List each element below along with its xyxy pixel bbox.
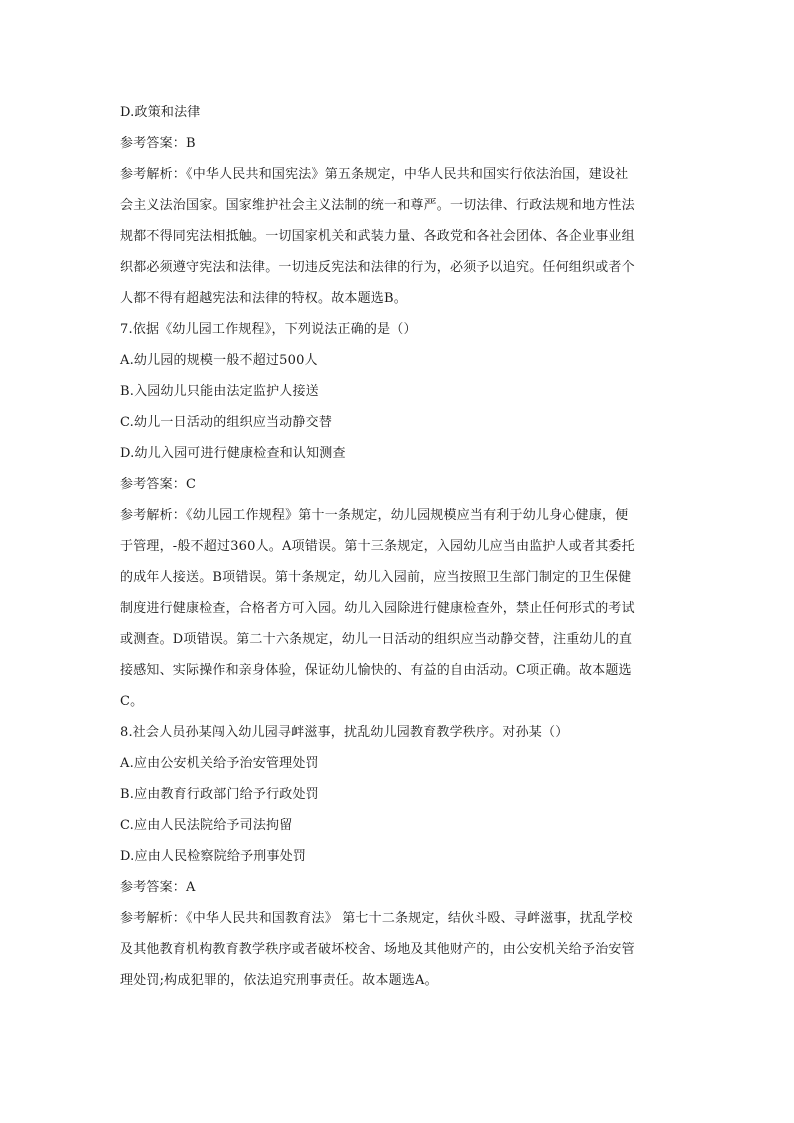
q7-analysis-line: 制度进行健康检查，合格者方可入园。幼儿入园除进行健康检查外，禁止任何形式的考试 [120, 601, 635, 616]
q8-option-a: A.应由公安机关给予治安管理处罚 [120, 756, 319, 771]
q7-question: 7.依据《幼儿园工作规程》，下列说法正确的是（） [120, 322, 417, 337]
q7-option-b: B.入园幼儿只能由法定监护人接送 [120, 384, 319, 399]
q8-option-b: B.应由教育行政部门给予行政处罚 [120, 787, 319, 802]
q8-analysis [120, 903, 680, 996]
q8-analysis-line: 参考解析：《中华人民共和国教育法》 第七十二条规定，结伙斗殴、寻衅滋事，扰乱学校 [120, 911, 633, 926]
q8-option-d: D.应由人民检察院给予刑事处罚 [120, 849, 307, 864]
q7-answer: 参考答案：C [120, 477, 197, 492]
q7-option-c: C.幼儿一日活动的组织应当动静交替 [120, 415, 333, 430]
q6-analysis [120, 159, 680, 314]
q7-analysis-line: C。 [120, 694, 144, 709]
q8-analysis-line: 理处罚;构成犯罪的，依法追究刑事责任。故本题选A。 [120, 973, 438, 988]
q8-analysis-line: 及其他教育机构教育教学秩序或者破坏校舍、场地及其他财产的，由公安机关给予治安管 [120, 942, 635, 957]
q6-answer: 参考答案：B [120, 136, 196, 151]
q7-analysis-line: 的成年人接送。B项错误。第十条规定，幼儿入园前，应当按照卫生部门制定的卫生保健 [120, 570, 632, 585]
q7-analysis-line: 参考解析：《幼儿园工作规程》第十一条规定，幼儿园规模应当有利于幼儿身心健康，便 [120, 508, 629, 523]
document-page [120, 97, 680, 996]
q6-analysis-line: 会主义法治国家。国家维护社会主义法制的统一和尊严。一切法律、行政法规和地方性法 [120, 198, 635, 213]
q6-analysis-line: 人都不得有超越宪法和法律的特权。故本题选B。 [120, 291, 407, 306]
q7-analysis [120, 500, 680, 717]
q6-option-d: D.政策和法律 [120, 105, 201, 120]
q7-analysis-line: 或测查。D项错误。第二十六条规定，幼儿一日活动的组织应当动静交替，注重幼儿的直 [120, 632, 633, 647]
q7-analysis-line: 接感知、实际操作和亲身体验，保证幼儿愉快的、有益的自由活动。C项正确。故本题选 [120, 663, 632, 678]
q7-option-d: D.幼儿入园可进行健康检查和认知测查 [120, 446, 346, 461]
q8-question: 8.社会人员孙某闯入幼儿园寻衅滋事，扰乱幼儿园教育教学秩序。对孙某（） [120, 725, 569, 740]
q7-analysis-line: 于管理，-般不超过360人。A项错误。第十三条规定，入园幼儿应当由监护人或者其委托 [120, 539, 635, 554]
q7-option-a: A.幼儿园的规模一般不超过500人 [120, 353, 318, 368]
q8-option-c: C.应由人民法院给予司法拘留 [120, 818, 293, 833]
q8-answer: 参考答案：A [120, 880, 196, 895]
q6-analysis-line: 织都必须遵守宪法和法律。一切违反宪法和法律的行为，必须予以追究。任何组织或者个 [120, 260, 635, 275]
q6-analysis-line: 参考解析：《中华人民共和国宪法》第五条规定，中华人民共和国实行依法治国，建设社 [120, 167, 629, 182]
q6-analysis-line: 规都不得同宪法相抵触。一切国家机关和武装力量、各政党和各社会团体、各企业事业组 [120, 229, 635, 244]
